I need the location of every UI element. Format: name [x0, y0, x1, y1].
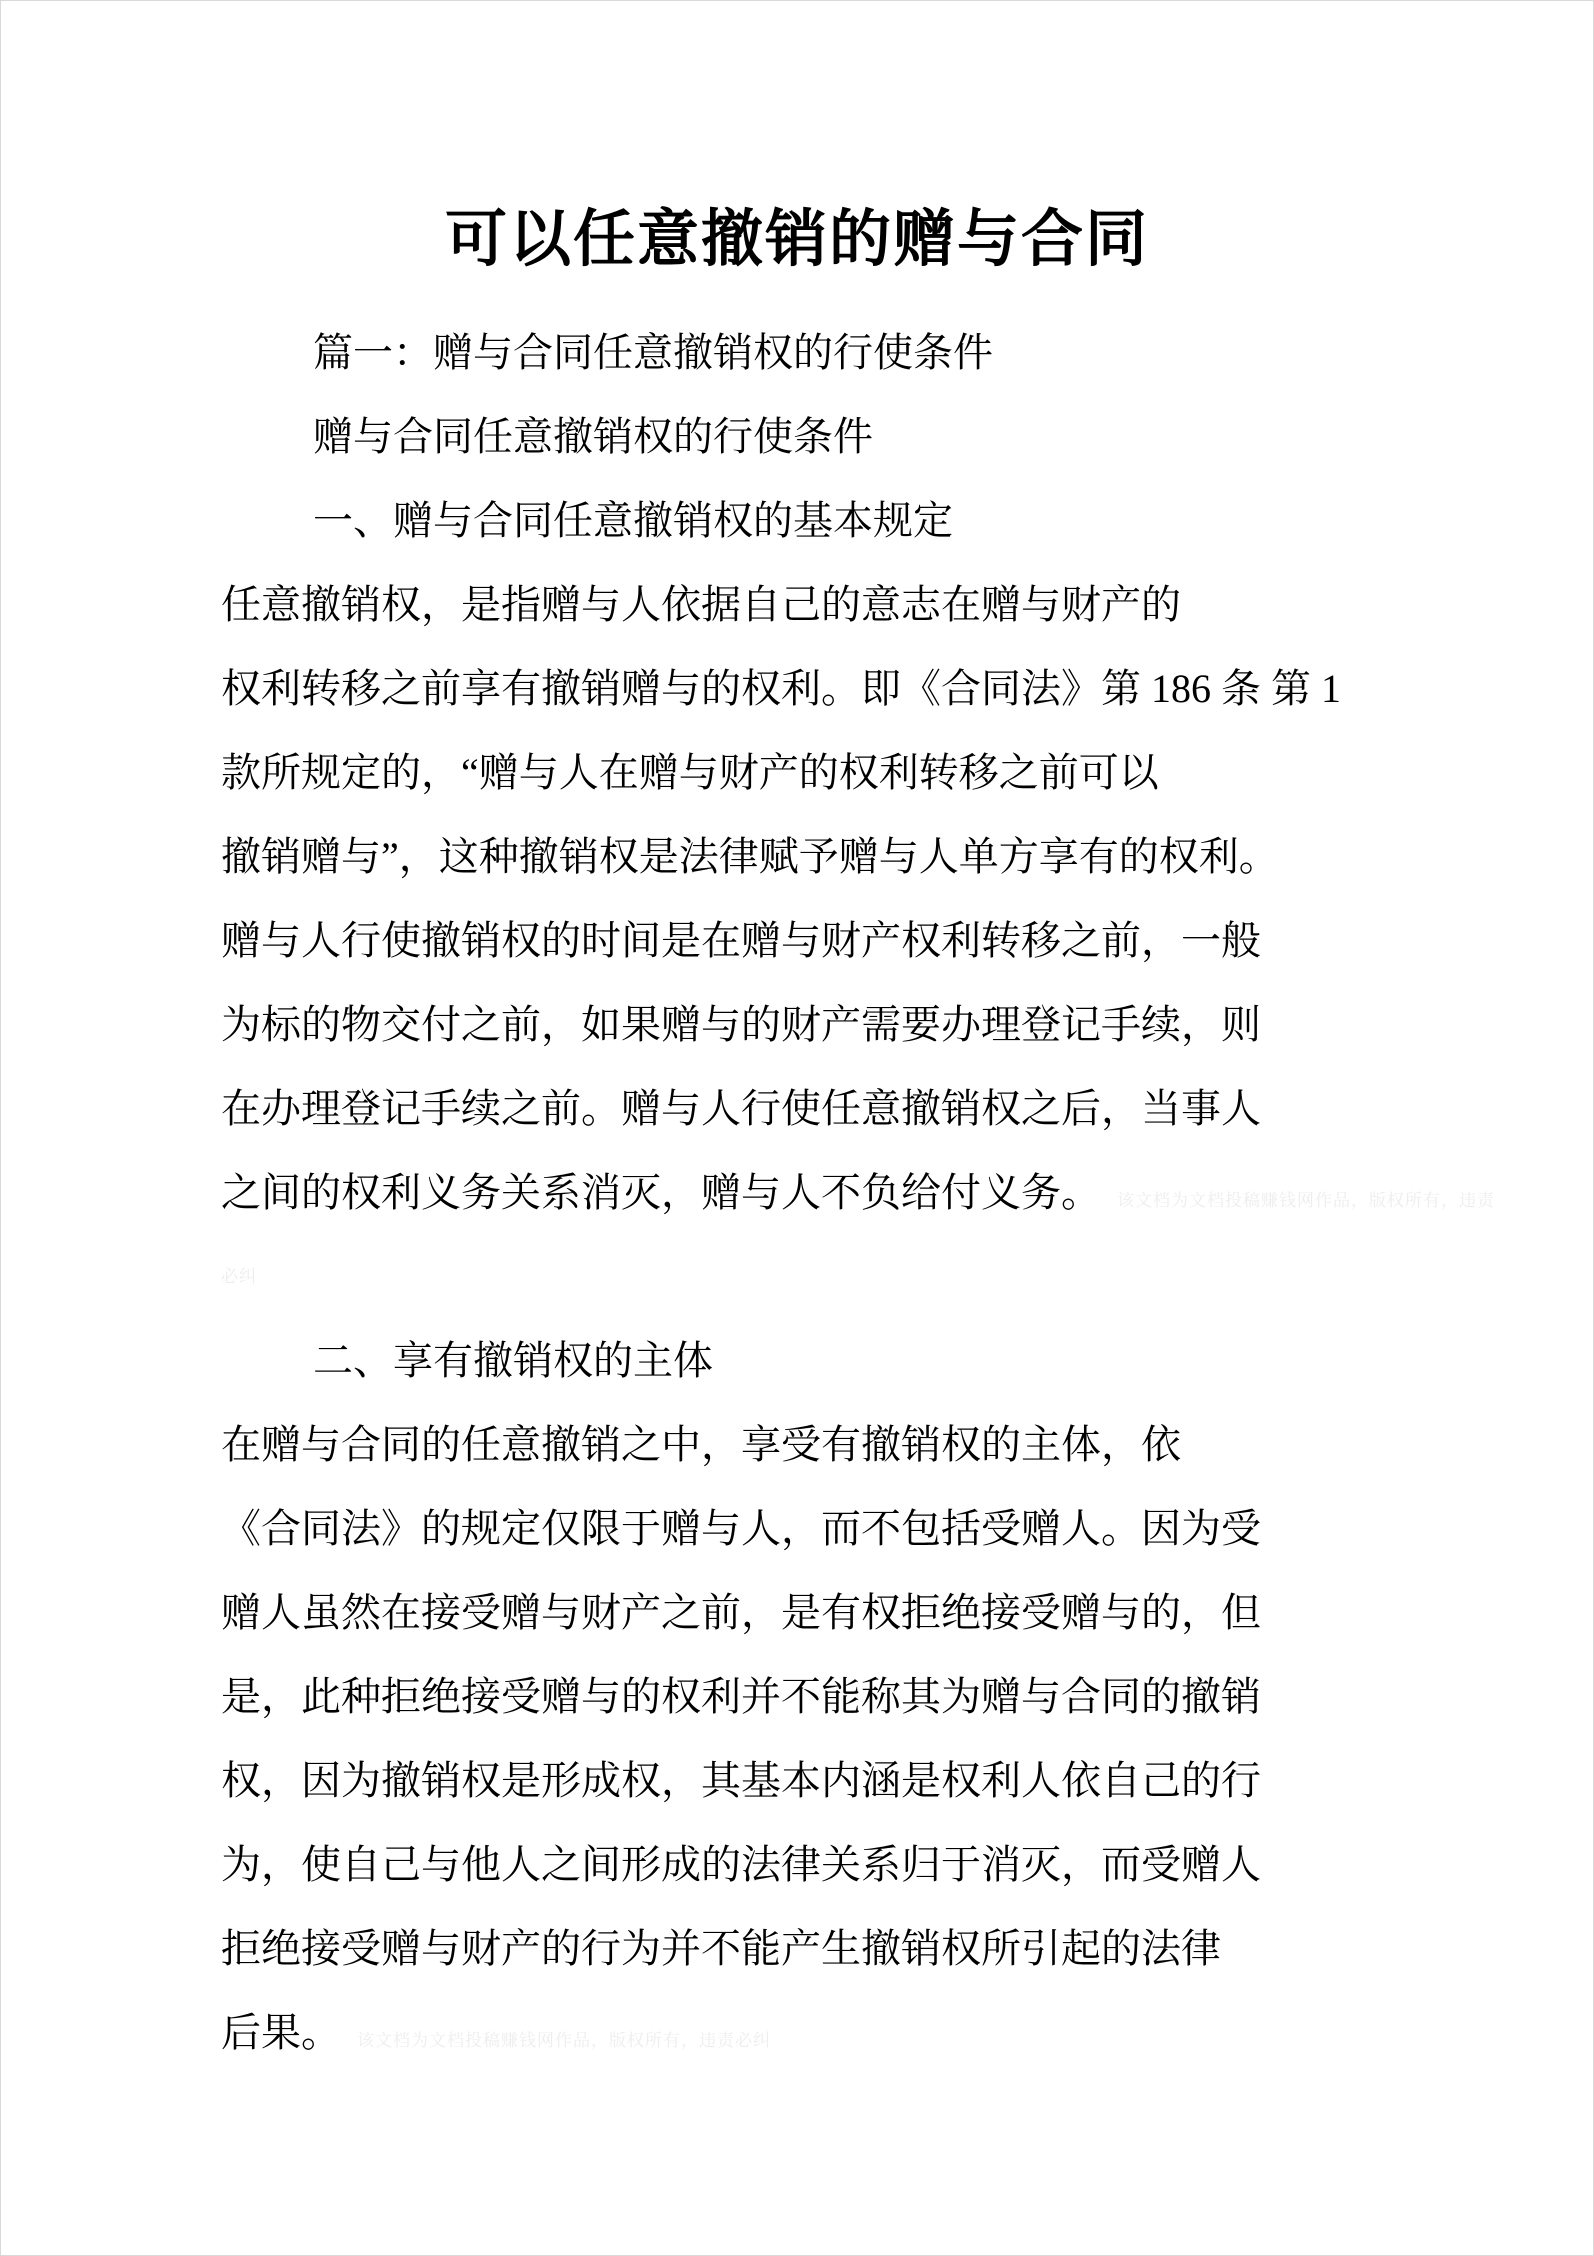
doc-line-text: 是，此种拒绝接受赠与的权利并不能称其为赠与合同的撤销: [221, 1674, 1261, 1719]
doc-line: [221, 1151, 1495, 1235]
doc-line: [221, 1403, 1473, 1487]
document-body: [1, 311, 1593, 2075]
doc-line: [221, 1571, 1473, 1655]
doc-line: [221, 647, 1473, 731]
doc-line-text: 赠与人行使撤销权的时间是在赠与财产权利转移之前，一般: [221, 918, 1261, 963]
doc-line-text: 撤销赠与”，这种撤销权是法律赋予赠与人单方享有的权利。: [221, 834, 1279, 879]
doc-line: [221, 1907, 1473, 1991]
doc-line: [221, 1655, 1473, 1739]
doc-line: [221, 1739, 1473, 1823]
doc-line-text: 二、享有撤销权的主体: [313, 1338, 713, 1383]
doc-line-text: 赠与合同任意撤销权的行使条件: [313, 414, 873, 459]
doc-line section-heading: [221, 1319, 1473, 1403]
doc-line-text: 拒绝接受赠与财产的行为并不能产生撤销权所引起的法律: [221, 1926, 1221, 1971]
doc-line-text: 权利转移之前享有撤销赠与的权利。即《合同法》第 186 条 第 1: [221, 666, 1341, 711]
doc-line-text: 任意撤销权，是指赠与人依据自己的意志在赠与财产的: [221, 582, 1181, 627]
doc-line: [221, 899, 1473, 983]
doc-line-text: 在办理登记手续之前。赠与人行使任意撤销权之后，当事人: [221, 1086, 1261, 1131]
page-title: 可以任意撤销的赠与合同: [444, 205, 1149, 274]
doc-line: [221, 395, 1473, 479]
doc-line: [221, 983, 1473, 1067]
doc-line-text: 款所规定的，“赠与人在赠与财产的权利转移之前可以: [221, 750, 1159, 795]
doc-line-text: 赠人虽然在接受赠与财产之前，是有权拒绝接受赠与的，但: [221, 1590, 1261, 1635]
watermark-text: 该文档为文档投稿赚钱网作品，版权所有，违责: [1117, 1191, 1495, 1210]
doc-line section-heading: [221, 479, 1473, 563]
doc-line: [221, 1487, 1473, 1571]
doc-line-text: 为，使自己与他人之间形成的法律关系归于消灭，而受赠人: [221, 1842, 1261, 1887]
doc-line-text: 后果。: [221, 2010, 341, 2055]
doc-line: [221, 311, 1473, 395]
doc-line: [221, 1067, 1473, 1151]
doc-line-text: 在赠与合同的任意撤销之中，享受有撤销权的主体，依: [221, 1422, 1181, 1467]
doc-line-text: 为标的物交付之前，如果赠与的财产需要办理登记手续，则: [221, 1002, 1261, 1047]
doc-line: [221, 1823, 1473, 1907]
doc-line: [221, 1991, 1473, 2075]
doc-line: [221, 563, 1473, 647]
doc-line: [221, 815, 1473, 899]
doc-line-text: 一、赠与合同任意撤销权的基本规定: [313, 498, 953, 543]
doc-line-text: 之间的权利义务关系消灭，赠与人不负给付义务。: [221, 1170, 1101, 1215]
doc-line: [221, 731, 1473, 815]
watermark-text: 该文档为文档投稿赚钱网作品，版权所有，违责必纠: [357, 2031, 771, 2050]
watermark-text: 必纠: [221, 1267, 257, 1286]
doc-line-text: 篇一：赠与合同任意撤销权的行使条件: [313, 330, 993, 375]
doc-line-text: 《合同法》的规定仅限于赠与人，而不包括受赠人。因为受: [221, 1506, 1261, 1551]
doc-line-text: 权，因为撤销权是形成权，其基本内涵是权利人依自己的行: [221, 1758, 1261, 1803]
watermark-wrap-line: [221, 1235, 1473, 1319]
